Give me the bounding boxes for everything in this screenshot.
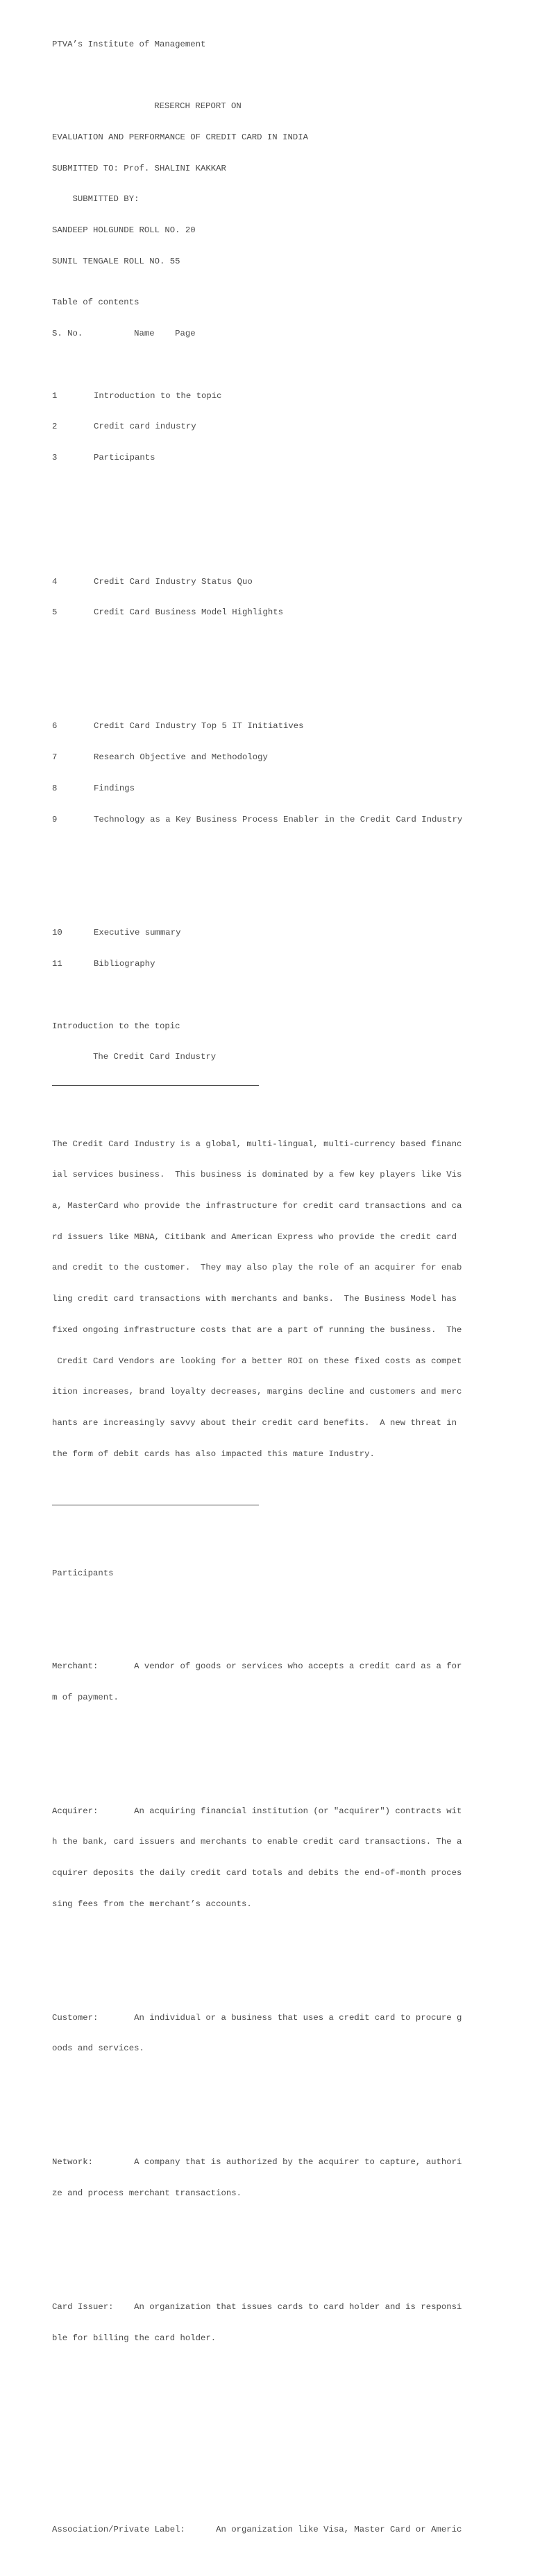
toc-entry bbox=[52, 752, 517, 763]
toc-name: Findings bbox=[94, 783, 135, 793]
definition-line: Network: A company that is authorized by the acquirer to capture, authori bbox=[52, 2157, 462, 2168]
toc-name: Credit Card Industry Status Quo bbox=[94, 576, 253, 587]
intro-paragraph bbox=[52, 1118, 517, 1480]
toc-number: 8 bbox=[52, 783, 58, 793]
participants-heading: Participants bbox=[52, 1568, 114, 1578]
toc-number: 6 bbox=[52, 721, 58, 732]
toc-name: Credit Card Business Model Highlights bbox=[94, 607, 284, 618]
toc-number: 9 bbox=[52, 814, 58, 824]
toc-name: Research Objective and Methodology bbox=[94, 752, 268, 763]
toc-name: Bibliography bbox=[94, 959, 155, 969]
spacer bbox=[52, 2240, 517, 2251]
spacer bbox=[52, 659, 517, 670]
toc-entry bbox=[52, 959, 517, 969]
paragraph-line: rd issuers like MBNA, Citibank and American Express who provide the credit card bbox=[52, 1231, 457, 1242]
toc-group-3 bbox=[52, 701, 517, 846]
intro-heading: Introduction to the topic bbox=[52, 1021, 180, 1031]
paragraph-line: ition increases, brand loyalty decreases, margins decline and customers and merc bbox=[52, 1387, 462, 1397]
report-title-line-1: RESERCH REPORT ON bbox=[124, 101, 242, 112]
spacer bbox=[52, 504, 517, 525]
definition-line: Merchant: A vendor of goods or services who accepts a credit card as a for bbox=[52, 1661, 462, 1671]
toc-number: 1 bbox=[52, 390, 58, 401]
paragraph-line: hants are increasingly savvy about their credit card benefits. A new threat in bbox=[52, 1418, 457, 1428]
definition-line: Acquirer: An acquiring financial institution (or "acquirer") contracts wit bbox=[52, 1806, 462, 1816]
definition-line: oods and services. bbox=[52, 2043, 144, 2054]
spacer bbox=[52, 2095, 517, 2106]
toc-entry bbox=[52, 928, 517, 938]
toc-name: Credit Card Industry Top 5 IT Initiatives bbox=[94, 721, 304, 732]
toc-entry bbox=[52, 391, 517, 401]
toc-header-row: S. No. Name Page bbox=[52, 329, 196, 339]
paragraph-line: a, MasterCard who provide the infrastructure for credit card transactions and ca bbox=[52, 1200, 462, 1211]
toc-name: Executive summary bbox=[94, 928, 181, 938]
definition-line: cquirer deposits the daily credit card totals and debits the end-of-month proces bbox=[52, 1868, 462, 1878]
definition-customer bbox=[52, 1992, 517, 2075]
paragraph-line: the form of debit cards has also impacted this mature Industry. bbox=[52, 1449, 375, 1459]
spacer bbox=[52, 1951, 517, 1961]
definition-line: Customer: An individual or a business that uses a credit card to procure g bbox=[52, 2012, 462, 2023]
horizontal-rule bbox=[52, 1085, 259, 1086]
definition-network bbox=[52, 2137, 517, 2220]
author-2: SUNIL TENGALE ROLL NO. 55 bbox=[52, 256, 180, 266]
spacer bbox=[52, 866, 517, 876]
paragraph-line: and credit to the customer. They may also play the role of an acquirer for enab bbox=[52, 1263, 462, 1273]
toc-number: 10 bbox=[52, 928, 62, 938]
definition-line: ze and process merchant transactions. bbox=[52, 2188, 242, 2199]
toc-name: Credit card industry bbox=[94, 422, 196, 432]
definition-association bbox=[52, 2504, 517, 2556]
toc-entry bbox=[52, 422, 517, 432]
spacer bbox=[52, 70, 517, 80]
toc-entry bbox=[52, 721, 517, 732]
definition-line: ble for billing the card holder. bbox=[52, 2333, 217, 2343]
spacer bbox=[52, 1600, 517, 1610]
definition-line: Association/Private Label: An organization like Visa, Master Card or Americ bbox=[52, 2524, 462, 2534]
definition-card-issuer bbox=[52, 2281, 517, 2364]
document-page bbox=[52, 8, 517, 2576]
toc-title: Table of contents bbox=[52, 297, 139, 308]
definition-line: Card Issuer: An organization that issues cards to card holder and is responsi bbox=[52, 2302, 462, 2313]
definition-line: sing fees from the merchant’s accounts. bbox=[52, 1899, 252, 1909]
report-title-line-2: EVALUATION AND PERFORMANCE OF CREDIT CARD IN INDIA bbox=[52, 132, 308, 142]
toc-entry bbox=[52, 815, 517, 825]
toc-group-2 bbox=[52, 556, 517, 639]
toc-number: 3 bbox=[52, 452, 58, 463]
definition-line: m of payment. bbox=[52, 1692, 119, 1702]
toc-number: 7 bbox=[52, 752, 58, 763]
definition-acquirer bbox=[52, 1786, 517, 1930]
toc-name: Introduction to the topic bbox=[94, 390, 222, 401]
toc-number: 2 bbox=[52, 422, 58, 432]
paragraph-line: The Credit Card Industry is a global, multi-lingual, multi-currency based financ bbox=[52, 1139, 462, 1149]
institute-name: PTVA’s Institute of Management bbox=[52, 39, 206, 49]
spacer bbox=[52, 2395, 517, 2473]
toc-number: 5 bbox=[52, 607, 58, 618]
toc-entry bbox=[52, 784, 517, 794]
spacer bbox=[52, 1744, 517, 1754]
toc-number: 11 bbox=[52, 959, 62, 969]
toc-name: Participants bbox=[94, 452, 155, 463]
paragraph-line: Credit Card Vendors are looking for a better ROI on these fixed costs as compet bbox=[52, 1356, 462, 1366]
paragraph-line: fixed ongoing infrastructure costs that are a part of running the business. The bbox=[52, 1324, 462, 1335]
toc-group-1 bbox=[52, 370, 517, 484]
definition-merchant bbox=[52, 1641, 517, 1723]
toc-entry bbox=[52, 607, 517, 618]
submitted-by: SUBMITTED BY: bbox=[52, 194, 139, 205]
intro-subheading: The Credit Card Industry bbox=[52, 1052, 217, 1062]
paragraph-line: ling credit card transactions with merchants and banks. The Business Model has bbox=[52, 1294, 457, 1304]
toc-group-4 bbox=[52, 908, 517, 990]
spacer bbox=[52, 1537, 517, 1548]
submitted-to: SUBMITTED TO: Prof. SHALINI KAKKAR bbox=[52, 163, 226, 173]
toc-number: 4 bbox=[52, 576, 58, 587]
definition-line: h the bank, card issuers and merchants to enable credit card transactions. The a bbox=[52, 1837, 462, 1847]
paragraph-line: ial services business. This business is dominated by a few key players like Vis bbox=[52, 1170, 462, 1180]
toc-name: Technology as a Key Business Process Enabler in the Credit Card Industry bbox=[94, 814, 463, 824]
author-1: SANDEEP HOLGUNDE ROLL NO. 20 bbox=[52, 225, 196, 236]
toc-entry bbox=[52, 453, 517, 463]
toc-entry bbox=[52, 577, 517, 587]
